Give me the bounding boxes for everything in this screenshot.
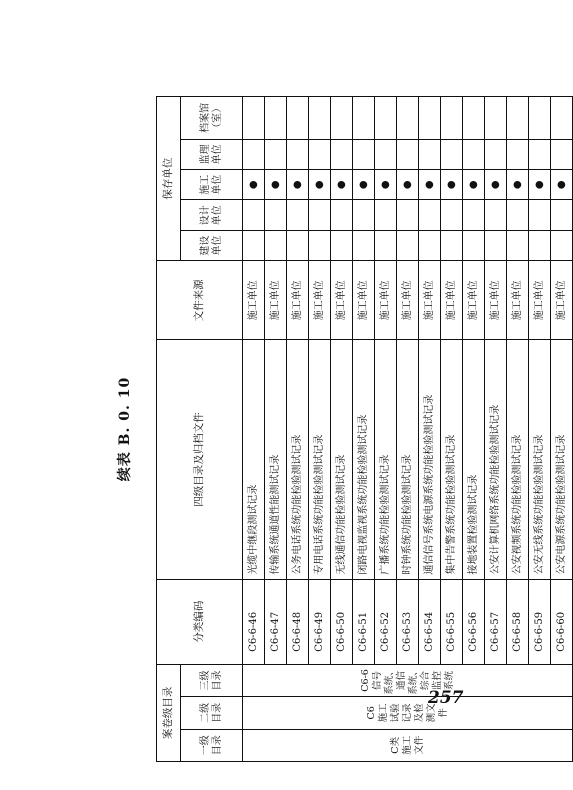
source-cell: 施工单位 bbox=[441, 261, 463, 340]
code-cell: C6-6-58 bbox=[507, 579, 529, 664]
code-cell: C6-6-46 bbox=[243, 579, 265, 664]
source-cell: 施工单位 bbox=[529, 261, 551, 340]
build-unit-cell bbox=[353, 230, 375, 260]
level2-header: 二级 目录 bbox=[181, 697, 243, 729]
design-unit-cell bbox=[463, 200, 485, 230]
kept-marker: ● bbox=[402, 180, 413, 190]
rotated-table-page bbox=[110, 96, 567, 762]
source-cell: 施工单位 bbox=[507, 261, 529, 340]
source-cell: 施工单位 bbox=[353, 261, 375, 340]
build-unit-cell bbox=[507, 230, 529, 260]
archive-unit-header: 档案馆 （室） bbox=[181, 97, 243, 140]
supervise-unit-cell bbox=[287, 139, 309, 169]
archive-unit-cell bbox=[309, 97, 331, 140]
file-name-cell: 通信信号系统电源系统功能检验测试记录 bbox=[419, 340, 441, 579]
design-unit-cell bbox=[287, 200, 309, 230]
file-name-cell: 时钟系统功能检验测试记录 bbox=[397, 340, 419, 579]
source-cell: 施工单位 bbox=[419, 261, 441, 340]
construct-unit-header: 施工 单位 bbox=[181, 170, 243, 200]
file-name-cell: 公安电源系统功能检验测试记录 bbox=[551, 340, 573, 579]
file-name-cell: 光缆中继段测试记录 bbox=[243, 340, 265, 579]
source-cell: 施工单位 bbox=[331, 261, 353, 340]
level2-cell: C6 施工 试验 记录 及检 测文 件 bbox=[243, 697, 573, 729]
construct-unit-cell bbox=[331, 170, 353, 200]
supervise-unit-cell bbox=[419, 139, 441, 169]
kept-marker: ● bbox=[314, 180, 325, 190]
source-header: 文件来源 bbox=[157, 261, 243, 340]
code-cell: C6-6-56 bbox=[463, 579, 485, 664]
kept-marker: ● bbox=[292, 180, 303, 190]
kept-marker: ● bbox=[358, 180, 369, 190]
code-cell: C6-6-51 bbox=[353, 579, 375, 664]
file-name-cell: 公务电话系统功能检验测试记录 bbox=[287, 340, 309, 579]
file-name-cell: 公安无线系统功能检验测试记录 bbox=[529, 340, 551, 579]
file-name-cell: 接地装置检验测试记录 bbox=[463, 340, 485, 579]
build-unit-cell bbox=[551, 230, 573, 260]
build-unit-cell bbox=[485, 230, 507, 260]
build-unit-cell bbox=[287, 230, 309, 260]
table-row bbox=[529, 97, 551, 762]
supervise-unit-cell bbox=[353, 139, 375, 169]
build-unit-cell bbox=[243, 230, 265, 260]
construct-unit-cell bbox=[265, 170, 287, 200]
archive-unit-cell bbox=[331, 97, 353, 140]
supervise-unit-cell bbox=[243, 139, 265, 169]
archive-unit-cell bbox=[353, 97, 375, 140]
archive-unit-cell bbox=[529, 97, 551, 140]
kept-marker: ● bbox=[380, 180, 391, 190]
kept-marker: ● bbox=[446, 180, 457, 190]
code-cell: C6-6-47 bbox=[265, 579, 287, 664]
archive-unit-cell bbox=[375, 97, 397, 140]
supervise-unit-header: 监理 单位 bbox=[181, 139, 243, 169]
table-row bbox=[375, 97, 397, 762]
table-title: 续表 B. 0. 10 bbox=[117, 376, 133, 482]
level1-cell: C类 施工 文件 bbox=[243, 729, 573, 761]
supervise-unit-cell bbox=[551, 139, 573, 169]
design-unit-cell bbox=[441, 200, 463, 230]
level3-header: 三级 目录 bbox=[181, 664, 243, 696]
code-cell: C6-6-55 bbox=[441, 579, 463, 664]
build-unit-cell bbox=[331, 230, 353, 260]
design-unit-cell bbox=[507, 200, 529, 230]
source-cell: 施工单位 bbox=[551, 261, 573, 340]
file-name-cell: 集中告警系统功能检验测试记录 bbox=[441, 340, 463, 579]
construct-unit-cell bbox=[243, 170, 265, 200]
supervise-unit-cell bbox=[309, 139, 331, 169]
design-unit-cell bbox=[485, 200, 507, 230]
supervise-unit-cell bbox=[507, 139, 529, 169]
design-unit-header: 设计 单位 bbox=[181, 200, 243, 230]
construct-unit-cell bbox=[507, 170, 529, 200]
file-header: 四级目录及归档文件 bbox=[157, 340, 243, 579]
build-unit-cell bbox=[375, 230, 397, 260]
table-row bbox=[287, 97, 309, 762]
supervise-unit-cell bbox=[441, 139, 463, 169]
construct-unit-cell bbox=[463, 170, 485, 200]
archive-unit-cell bbox=[507, 97, 529, 140]
design-unit-cell bbox=[243, 200, 265, 230]
source-cell: 施工单位 bbox=[309, 261, 331, 340]
code-cell: C6-6-54 bbox=[419, 579, 441, 664]
build-unit-cell bbox=[265, 230, 287, 260]
table-row bbox=[551, 97, 573, 762]
source-cell: 施工单位 bbox=[375, 261, 397, 340]
supervise-unit-cell bbox=[463, 139, 485, 169]
table-row bbox=[265, 97, 287, 762]
file-name-cell: 公安视频系统功能检验测试记录 bbox=[507, 340, 529, 579]
archive-unit-cell bbox=[463, 97, 485, 140]
supervise-unit-cell bbox=[485, 139, 507, 169]
supervise-unit-cell bbox=[265, 139, 287, 169]
design-unit-cell bbox=[529, 200, 551, 230]
construct-unit-cell bbox=[375, 170, 397, 200]
supervise-unit-cell bbox=[397, 139, 419, 169]
build-unit-cell bbox=[397, 230, 419, 260]
construct-unit-cell bbox=[529, 170, 551, 200]
build-unit-header: 建设 单位 bbox=[181, 230, 243, 260]
design-unit-cell bbox=[309, 200, 331, 230]
table-row bbox=[331, 97, 353, 762]
kept-marker: ● bbox=[270, 180, 281, 190]
table-row bbox=[507, 97, 529, 762]
kept-marker: ● bbox=[490, 180, 501, 190]
design-unit-cell bbox=[419, 200, 441, 230]
table-row bbox=[463, 97, 485, 762]
construct-unit-cell bbox=[353, 170, 375, 200]
code-cell: C6-6-52 bbox=[375, 579, 397, 664]
table-row bbox=[485, 97, 507, 762]
table-row bbox=[441, 97, 463, 762]
table-row bbox=[397, 97, 419, 762]
archive-unit-cell bbox=[485, 97, 507, 140]
build-unit-cell bbox=[529, 230, 551, 260]
file-name-cell: 闭路电视监视系统功能检验测试记录 bbox=[353, 340, 375, 579]
kept-marker: ● bbox=[468, 180, 479, 190]
file-name-cell: 公安计算机网络系统功能检验测试记录 bbox=[485, 340, 507, 579]
supervise-unit-cell bbox=[331, 139, 353, 169]
design-unit-cell bbox=[265, 200, 287, 230]
kept-marker: ● bbox=[248, 180, 259, 190]
construct-unit-cell bbox=[419, 170, 441, 200]
code-cell: C6-6-57 bbox=[485, 579, 507, 664]
design-unit-cell bbox=[331, 200, 353, 230]
archive-unit-cell bbox=[265, 97, 287, 140]
table-row bbox=[309, 97, 331, 762]
page-number: 257 bbox=[428, 688, 464, 708]
table-row bbox=[353, 97, 375, 762]
table-row bbox=[243, 97, 265, 762]
kept-marker: ● bbox=[336, 180, 347, 190]
source-cell: 施工单位 bbox=[265, 261, 287, 340]
construct-unit-cell bbox=[309, 170, 331, 200]
supervise-unit-cell bbox=[375, 139, 397, 169]
archive-unit-cell bbox=[441, 97, 463, 140]
code-cell: C6-6-53 bbox=[397, 579, 419, 664]
construct-unit-cell bbox=[485, 170, 507, 200]
source-cell: 施工单位 bbox=[397, 261, 419, 340]
source-cell: 施工单位 bbox=[485, 261, 507, 340]
kept-marker: ● bbox=[556, 180, 567, 190]
source-cell: 施工单位 bbox=[463, 261, 485, 340]
kept-marker: ● bbox=[512, 180, 523, 190]
build-unit-cell bbox=[309, 230, 331, 260]
archive-unit-cell bbox=[419, 97, 441, 140]
archive-unit-cell bbox=[243, 97, 265, 140]
custody-header: 保存单位 bbox=[157, 97, 181, 261]
design-unit-cell bbox=[397, 200, 419, 230]
archive-directory-header: 案卷级目录 bbox=[157, 664, 181, 761]
supervise-unit-cell bbox=[529, 139, 551, 169]
construct-unit-cell bbox=[397, 170, 419, 200]
build-unit-cell bbox=[463, 230, 485, 260]
construct-unit-cell bbox=[551, 170, 573, 200]
kept-marker: ● bbox=[534, 180, 545, 190]
code-cell: C6-6-60 bbox=[551, 579, 573, 664]
source-cell: 施工单位 bbox=[243, 261, 265, 340]
table-row bbox=[419, 97, 441, 762]
file-name-cell: 无线通信功能检验测试记录 bbox=[331, 340, 353, 579]
code-cell: C6-6-50 bbox=[331, 579, 353, 664]
code-cell: C6-6-49 bbox=[309, 579, 331, 664]
build-unit-cell bbox=[419, 230, 441, 260]
code-cell: C6-6-59 bbox=[529, 579, 551, 664]
archive-unit-cell bbox=[397, 97, 419, 140]
level1-header: 一级 目录 bbox=[181, 729, 243, 761]
archive-unit-cell bbox=[287, 97, 309, 140]
build-unit-cell bbox=[441, 230, 463, 260]
kept-marker: ● bbox=[424, 180, 435, 190]
design-unit-cell bbox=[375, 200, 397, 230]
source-cell: 施工单位 bbox=[287, 261, 309, 340]
level3-cell: C6-6 信号 系统、 通信 系统、 综合 监控 系统 bbox=[243, 664, 573, 696]
archive-unit-cell bbox=[551, 97, 573, 140]
construct-unit-cell bbox=[441, 170, 463, 200]
code-cell: C6-6-48 bbox=[287, 579, 309, 664]
code-header: 分类编码 bbox=[157, 579, 243, 664]
design-unit-cell bbox=[353, 200, 375, 230]
design-unit-cell bbox=[551, 200, 573, 230]
construct-unit-cell bbox=[287, 170, 309, 200]
archive-table bbox=[156, 96, 573, 762]
file-name-cell: 传输系统通道性能测试记录 bbox=[265, 340, 287, 579]
file-name-cell: 广播系统功能检验测试记录 bbox=[375, 340, 397, 579]
file-name-cell: 专用电话系统功能检验测试记录 bbox=[309, 340, 331, 579]
